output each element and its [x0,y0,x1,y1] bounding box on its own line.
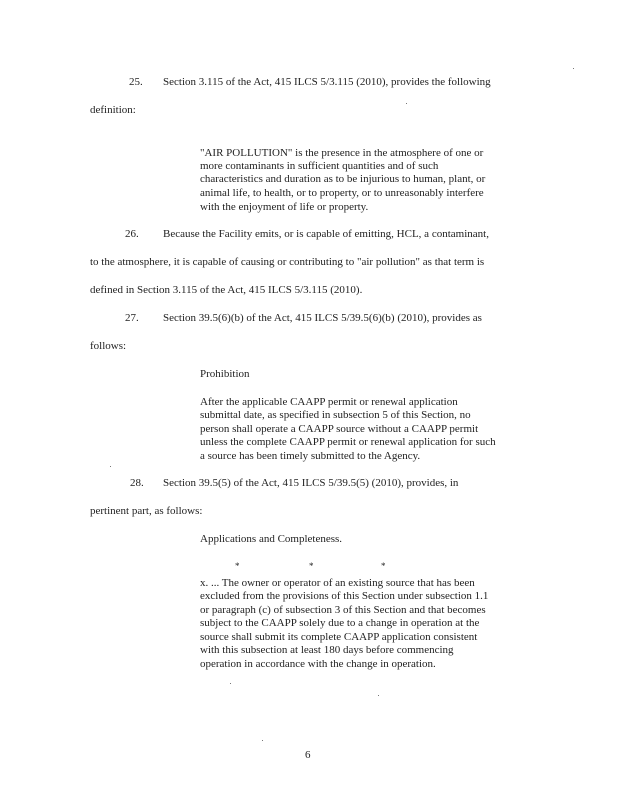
quote-28-line: with this subsection at least 180 days before commencing [200,644,454,656]
quote-27-heading: Prohibition [200,368,250,380]
paragraph-27-line-2: follows: [90,340,127,352]
quote-27-line: a source has been timely submitted to the Agency. [200,450,421,462]
quote-27-line: submittal date, as specified in subsection 5 of this Section, no [200,409,471,421]
paragraph-26-number: 26. [125,228,139,240]
scan-speck [378,695,379,696]
quote-25-line: animal life, to health, or to property, or to unreasonably interfere [200,187,484,199]
paragraph-25-line-1: Section 3.115 of the Act, 415 ILCS 5/3.115 (2010), provides the following [163,76,491,88]
ellipsis-star: * [309,561,314,571]
paragraph-28-number: 28. [130,477,144,489]
paragraph-25-line-2: definition: [90,104,136,116]
quote-25-line: more contaminants in sufficient quantities and of such [200,160,439,172]
paragraph-28-line-1: Section 39.5(5) of the Act, 415 ILCS 5/39.5(5) (2010), provides, in [163,477,459,489]
paragraph-25-number: 25. [129,76,143,88]
quote-27-line: person shall operate a CAAPP source without a CAAPP permit [200,423,479,435]
paragraph-28-line-2: pertinent part, as follows: [90,505,203,517]
quote-25-line: with the enjoyment of life or property. [200,201,369,213]
quote-25-line: characteristics and duration as to be injurious to human, plant, or [200,173,486,185]
quote-27-line: After the applicable CAAPP permit or renewal application [200,396,458,408]
paragraph-26-line-2: to the atmosphere, it is capable of causing or contributing to "air pollution" as that term is [90,256,485,268]
quote-28-line: or paragraph (c) of subsection 3 of this Section and that becomes [200,604,486,616]
quote-27-line: unless the complete CAAPP permit or renewal application for such [200,436,496,448]
paragraph-26-line-3: defined in Section 3.115 of the Act, 415 ILCS 5/3.115 (2010). [90,284,363,296]
quote-28-line: source shall submit its complete CAAPP application consistent [200,631,478,643]
quote-28-line: excluded from the provisions of this Section under subsection 1.1 [200,590,489,602]
quote-28-heading: Applications and Completeness. [200,533,343,545]
paragraph-26-line-1: Because the Facility emits, or is capable of emitting, HCL, a contaminant, [163,228,489,240]
quote-28-line: x. ... The owner or operator of an existing source that has been [200,577,475,589]
scan-speck [573,68,574,69]
scan-speck [230,683,231,684]
ellipsis-star: * [381,561,386,571]
scan-speck [110,466,111,467]
ellipsis-star: * [235,561,240,571]
quote-28-line: operation in accordance with the change in operation. [200,658,436,670]
scan-speck [406,103,407,104]
paragraph-27-number: 27. [125,312,139,324]
scan-speck [262,740,263,741]
paragraph-27-line-1: Section 39.5(6)(b) of the Act, 415 ILCS 5/39.5(6)(b) (2010), provides as [163,312,482,324]
page-number: 6 [305,749,311,761]
quote-28-line: subject to the CAAPP solely due to a change in operation at the [200,617,480,629]
quote-25-line: "AIR POLLUTION" is the presence in the atmosphere of one or [200,147,484,159]
